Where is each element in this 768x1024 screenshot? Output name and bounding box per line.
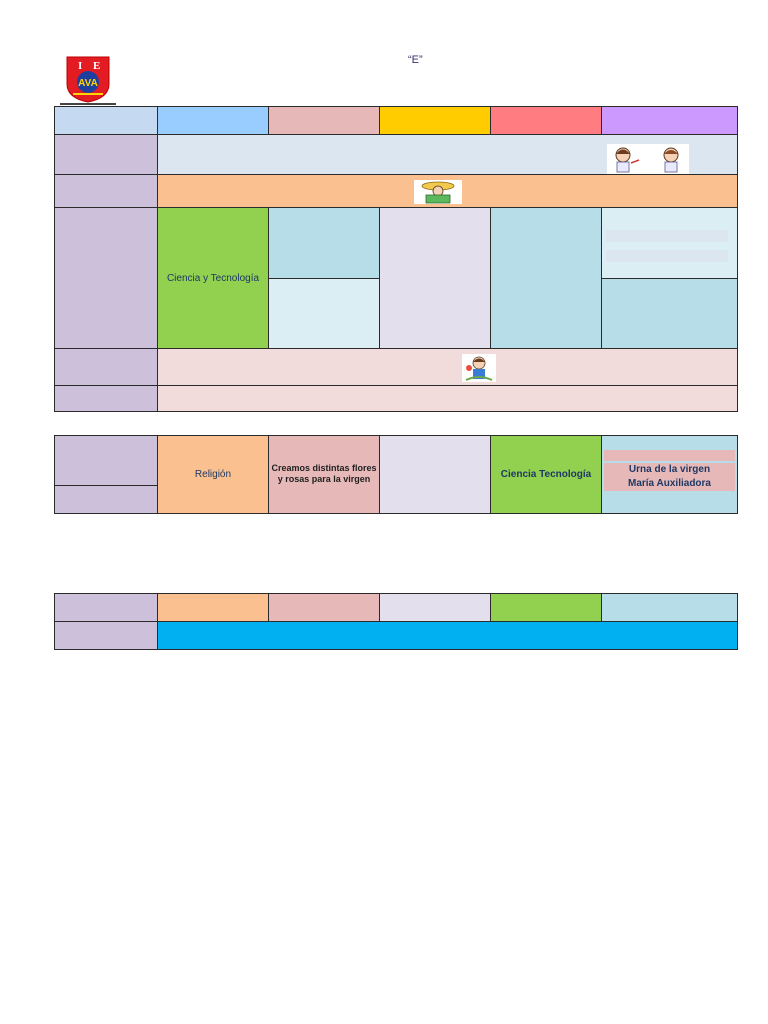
row-label-cell [54,348,158,386]
row-label-cell [54,593,158,622]
header-corner-cell [54,106,158,135]
logo-underline [60,103,116,105]
greeting-band [157,134,738,175]
cell-stripe [606,230,728,242]
flowers-activity-label: Creamos distintas flores y rosas para la virgen [271,463,377,484]
urn-label-line2: María Auxiliadora [628,478,711,489]
cell-stripe [604,450,735,461]
row-label-cell [54,207,158,349]
day-header-cell-5 [601,106,738,135]
reading-band [157,174,738,208]
urn-label-line1: Urna de la virgen [628,464,711,475]
logo-letter-e: E [93,60,101,72]
schedule-cell [379,435,491,514]
day-header-cell-2 [268,106,380,135]
schedule-cell [379,593,491,622]
closing-band [157,385,738,412]
bottom-band [157,621,738,650]
science-technology-cell [157,207,269,349]
schedule-cell [268,593,380,622]
recess-band [157,348,738,386]
schedule-cell [490,207,602,349]
row-label-cell [54,134,158,175]
schedule-cell [601,207,738,279]
cell-stripe [606,250,728,262]
science-label: Ciencia y Tecnología [166,272,260,284]
farmer-reading-icon [414,180,462,204]
science-label: Ciencia Tecnología [500,469,592,480]
row-label-cell [54,435,158,486]
schedule-cell [157,593,269,622]
schedule-cell [379,207,491,349]
day-header-cell-1 [157,106,269,135]
schedule-cell [601,278,738,349]
flowers-activity-cell [268,435,380,514]
logo-letter-i: I [78,60,83,72]
row-label-cell [54,485,158,514]
row-label-cell [54,621,158,650]
schedule-cell [268,278,380,349]
science-cell [490,435,602,514]
schedule-cell [268,207,380,279]
schedule-cell [490,593,602,622]
day-header-cell-4 [490,106,602,135]
schedule-cell [601,593,738,622]
religion-label: Religión [194,469,232,480]
child-with-flower-icon [462,354,496,382]
day-header-cell-3 [379,106,491,135]
row-label-cell [54,174,158,208]
logo-monogram: AVA [78,78,98,89]
school-logo [64,54,112,104]
urn-cell [601,435,738,514]
row-label-cell [54,385,158,412]
children-pair-icon [607,144,689,174]
section-letter: “E” [408,54,423,66]
religion-cell [157,435,269,514]
